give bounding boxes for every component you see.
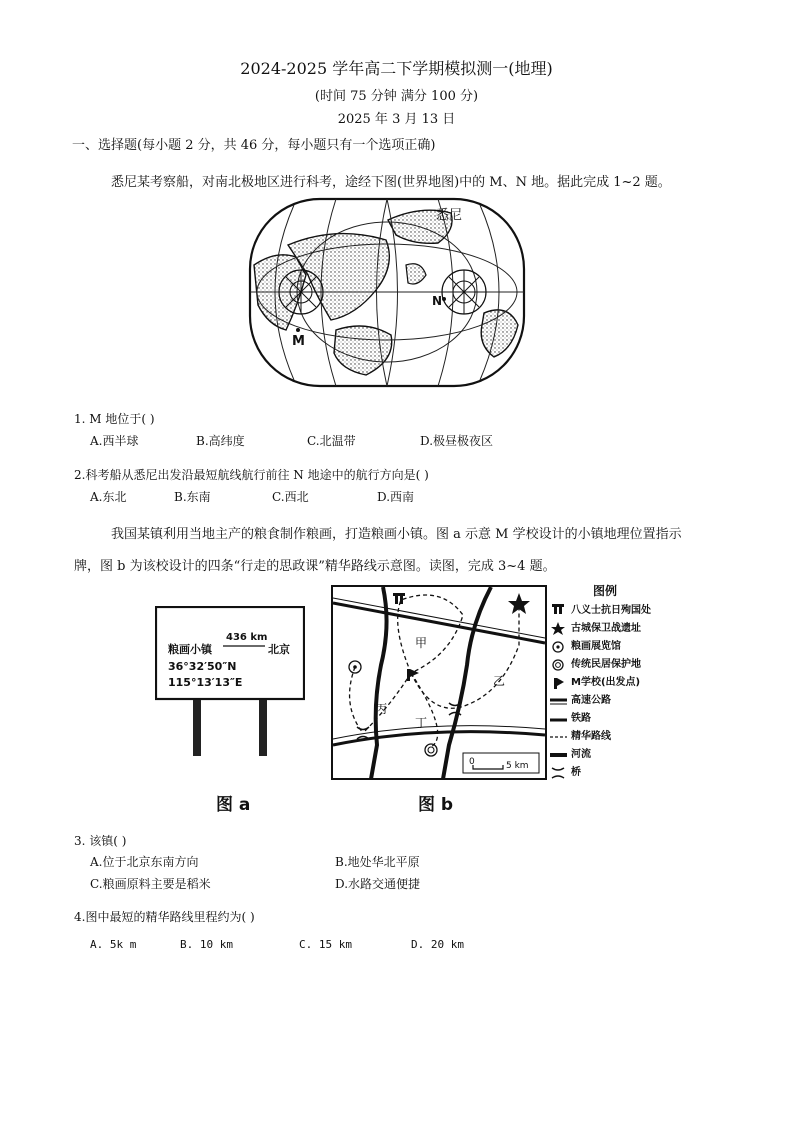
- sydney-label: 悉尼: [436, 208, 463, 223]
- q1-option-b[interactable]: B.高纬度: [196, 434, 245, 448]
- q4-stem: 4.图中最短的精华路线里程约为( ): [74, 910, 255, 924]
- passage-2-line-1: 我国某镇利用当地主产的粮食制作粮画，打造粮画小镇。图 a 示意 M 学校设计的小镇地理位置指示: [111, 527, 682, 542]
- legend-item-highway: 高速公路: [571, 695, 611, 706]
- sign-distance: 436 km: [226, 632, 268, 643]
- q2-option-b[interactable]: B.东南: [174, 490, 211, 504]
- legend-title: 图例: [593, 584, 618, 598]
- region-yi: 乙: [493, 674, 506, 688]
- sign-city: 北京: [268, 643, 290, 656]
- q3-option-b[interactable]: B.地处华北平原: [335, 855, 420, 869]
- q4-option-d[interactable]: D. 20 km: [411, 938, 464, 951]
- figure-b-map: [331, 585, 547, 780]
- legend-icons: [549, 600, 569, 782]
- q3-option-d[interactable]: D.水路交通便捷: [335, 877, 421, 891]
- point-n-label: N: [432, 294, 443, 308]
- legend-item-river: 河流: [571, 749, 591, 760]
- sign-town-name: 粮画小镇: [168, 643, 212, 656]
- legend-item-exhibition-hall: 粮画展览馆: [571, 641, 621, 652]
- q2-option-a[interactable]: A.东北: [90, 490, 127, 504]
- q2-stem: 2.科考船从悉尼出发沿最短航线航行前往 N 地途中的航行方向是( ): [74, 468, 429, 482]
- legend-item-battle-site: 古城保卫战遗址: [571, 623, 641, 634]
- scale-zero: 0: [469, 757, 475, 767]
- q4-option-c[interactable]: C. 15 km: [299, 938, 352, 951]
- exam-date: 2025 年 3 月 13 日: [337, 112, 456, 127]
- legend-item-bridge: 桥: [571, 767, 581, 778]
- scale-distance: 5 km: [506, 761, 529, 771]
- world-map: [246, 195, 528, 390]
- exam-title: 2024-2025 学年高二下学期模拟测一(地理): [240, 59, 553, 78]
- q3-stem: 3. 该镇( ): [74, 834, 127, 848]
- region-bing: 丙: [375, 702, 388, 716]
- passage-2-line-2: 牌，图 b 为该校设计的四条“行走的思政课”精华路线示意图。读图，完成 3~4 题。: [74, 559, 556, 574]
- exam-subtitle: (时间 75 分钟 满分 100 分): [314, 89, 479, 104]
- q1-option-c[interactable]: C.北温带: [307, 434, 356, 448]
- legend-item-school: M学校(出发点): [571, 677, 641, 688]
- figure-b-label: 图 b: [418, 795, 454, 815]
- double-circle-icon: [553, 660, 563, 670]
- point-m-label: M: [292, 334, 305, 349]
- region-jia: 甲: [415, 636, 428, 650]
- dot-circle-icon: [553, 642, 563, 652]
- legend-item-memorial: 八义士抗日殉国处: [571, 605, 651, 616]
- legend-item-dwellings: 传统民居保护地: [571, 659, 641, 670]
- legend-item-route: 精华路线: [571, 731, 611, 742]
- q4-option-a[interactable]: A. 5k m: [90, 938, 137, 951]
- section-heading: 一、选择题(每小题 2 分，共 46 分，每小题只有一个选项正确): [72, 138, 436, 153]
- legend-item-railway: 铁路: [571, 713, 591, 724]
- q1-option-a[interactable]: A.西半球: [90, 434, 139, 448]
- q2-option-c[interactable]: C.西北: [272, 490, 309, 504]
- sign-latitude: 36°32′50″N: [168, 660, 237, 673]
- sign-longitude: 115°13′13″E: [168, 676, 243, 689]
- region-ding: 丁: [415, 716, 428, 730]
- star-icon: [551, 622, 565, 635]
- school-flag-icon: [554, 678, 564, 689]
- highway-icon: [550, 700, 567, 704]
- bridge-icon: [552, 768, 564, 778]
- legend: [549, 582, 649, 782]
- q3-option-a[interactable]: A.位于北京东南方向: [90, 855, 199, 869]
- q2-option-d[interactable]: D.西南: [377, 490, 415, 504]
- q3-option-c[interactable]: C.粮画原料主要是稻米: [90, 877, 211, 891]
- figure-a-label: 图 a: [216, 795, 251, 815]
- q1-option-d[interactable]: D.极昼极夜区: [420, 434, 494, 448]
- q4-option-b[interactable]: B. 10 km: [180, 938, 233, 951]
- q1-stem: 1. M 地位于( ): [74, 412, 155, 426]
- passage-1: 悉尼某考察船，对南北极地区进行科考，途经下图(世界地图)中的 M、N 地。据此完成 1~2 题。: [111, 175, 671, 190]
- memorial-icon: [552, 604, 564, 614]
